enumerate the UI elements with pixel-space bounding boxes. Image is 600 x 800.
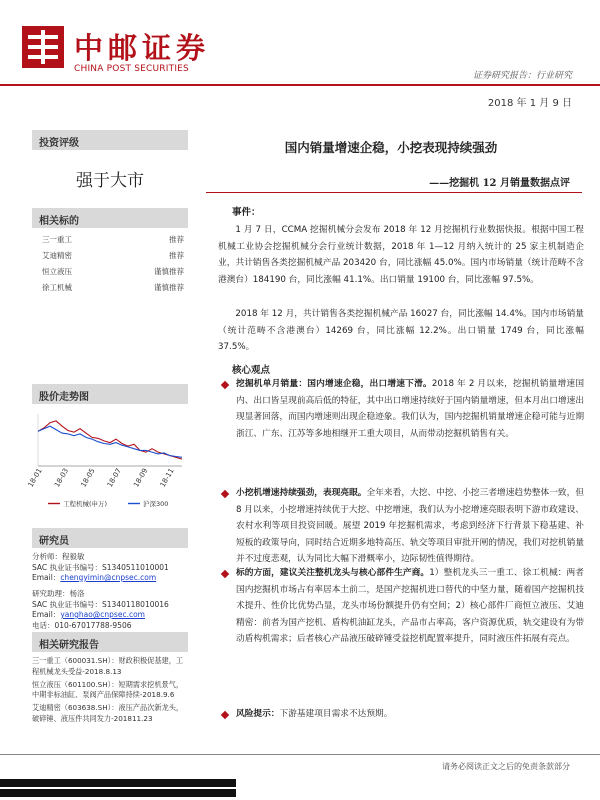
analyst-header: 研究员 — [32, 528, 188, 548]
email-label: Email： — [32, 573, 61, 582]
bullet-text: 2018 年 2 月以来，挖掘机销量增速国内、出口皆呈现前高后低的特征，其中出口增速持续好于国内销量增速，但本月出口增速出现显著回落，而国内增速则出现企稳迹象。我们认为，国内挖掘机销量增速企稳可能与近期浙江、广东、江苏等多地相继开工重大项目，从而带动挖掘机销售有关。 — [236, 379, 585, 439]
legend-label: 工程机械(申万) — [63, 500, 108, 508]
redaction-bar — [0, 789, 236, 797]
stock-name: 恒立液压 — [42, 267, 72, 276]
bullet-lead: 挖掘机单月销量：国内增速企稳，出口增速下滑。 — [236, 379, 432, 389]
analyst-email-line — [32, 573, 188, 584]
rating-header: 投资评级 — [32, 130, 188, 150]
bullet-lead: 标的方面，建议关注整机龙头与核心部件生产商。 — [236, 568, 430, 578]
bullet-lead: 风险提示： — [236, 709, 280, 719]
bullet-diamond-icon — [221, 570, 229, 578]
legend-label: 沪深300 — [143, 500, 169, 508]
stock-row — [32, 232, 188, 247]
x-tick-label: 18-05 — [79, 467, 97, 489]
stock-row — [32, 248, 188, 263]
email-label: Email： — [32, 610, 61, 619]
rating-value: 强于大市 — [76, 171, 144, 191]
assistant-name: 研究助理：杨洛 — [32, 589, 85, 598]
assistant-phone: 电话：010-67017788-9506 — [32, 620, 132, 630]
stock-rating: 谨慎推荐 — [154, 267, 184, 276]
x-tick-label: 18-07 — [105, 467, 123, 489]
related-item[interactable]: 艾迪精密（603638.SH）：液压产品次新龙头，破碎锤、液压件共同发力-201811.23 — [32, 703, 184, 723]
price-chart — [26, 406, 188, 512]
bullet-text: 1）整机龙头三一重工、徐工机械：两者国内挖掘机市场占有率居本土前二，是国产挖掘机进口替代的中坚力量，随着国产挖掘机技术提升、性价比优势凸显，龙头市场份额提升仍有空间；2）核心部件厂商恒立液压、艾迪精密：前者为国产挖机、盾构机油缸龙头，产品市占率高，客户资源优质，轨交建设有为带动盾构机需求；后者核心产品液压破碎锤受益挖机配置率提升，同时液压件拓展有亮点。 — [236, 568, 584, 644]
header-divider — [0, 84, 600, 86]
related-list — [32, 656, 188, 725]
stock-name: 艾迪精密 — [42, 251, 72, 260]
related-header: 相关研究报告 — [32, 632, 188, 652]
bullet-4 — [236, 706, 584, 723]
stocks-header: 相关标的 — [32, 208, 188, 228]
related-item[interactable]: 三一重工（600031.SH）：财政积极促基建，工程机械龙头受益-2018.8.13 — [32, 656, 184, 676]
event-label: 事件： — [232, 207, 261, 218]
x-tick-label: 18-03 — [53, 467, 71, 489]
stock-rating: 推荐 — [169, 251, 184, 260]
stock-rating: 谨慎推荐 — [154, 283, 184, 292]
analyst-block-1 — [32, 552, 188, 584]
related-item[interactable]: 恒立液压（601100.SH）：短期需求挖机景气，中期非标油缸、泵阀产品保障持续-2018.9.6 — [32, 679, 184, 700]
analyst-block-2 — [32, 589, 188, 631]
bullet-lead: 小挖机增速持续强劲，表现亮眼。 — [236, 488, 367, 498]
analyst-email-link[interactable]: chengyimin@cnpsec.com — [60, 573, 157, 582]
title-divider — [206, 192, 582, 193]
bullet-diamond-icon — [221, 711, 229, 719]
footer-disclaimer: 请务必阅读正文之后的免责条款部分 — [442, 762, 570, 771]
assistant-email-line — [32, 610, 188, 621]
brand-name-en: CHINA POST SECURITIES — [74, 64, 189, 74]
x-tick-label: 18-09 — [132, 467, 150, 489]
analyst-name: 分析师：程毅敏 — [32, 552, 85, 561]
core-label: 核心观点 — [232, 365, 271, 376]
bullet-text: 下游基建项目需求不达预期。 — [279, 709, 393, 719]
assistant-email-link[interactable]: yanghao@cnpsec.com — [60, 610, 145, 619]
chart-header: 股价走势图 — [32, 384, 188, 404]
report-date: 2018 年 1 月 9 日 — [487, 98, 572, 109]
event-paragraph-1: 1 月 7 日，CCMA 挖掘机械分会发布 2018 年 12 月挖掘机行业数据快报。根据中国工程机械工业协会挖掘机械分会行业统计数据，2018 年 1—12 月纳入统计的 25 家主机制造企业，共计销售各类挖掘机械产品 203420 台，同比涨幅 45.0%。国内市场销量（统计范畴不含港澳台）184190 台，同比涨幅 41.1%。出口销量 19100 台，同比涨幅 97.5%。 — [218, 225, 584, 285]
assistant-cert: SAC 执业证书编号：S1340118010016 — [32, 599, 169, 609]
stock-rating: 推荐 — [169, 235, 184, 244]
bullet-diamond-icon — [221, 381, 229, 389]
x-tick-label: 18-11 — [158, 467, 176, 489]
report-subtitle: ——挖掘机 12 月销量数据点评 — [429, 178, 570, 189]
report-type: 证券研究报告：行业研究 — [472, 71, 572, 81]
bullet-3 — [236, 565, 584, 648]
bullet-diamond-icon — [221, 490, 229, 498]
brand-name-cn: 中邮证券 — [74, 31, 211, 65]
bullet-1 — [236, 376, 584, 442]
stock-name: 三一重工 — [42, 235, 72, 244]
stock-row — [32, 280, 188, 295]
stock-row — [32, 264, 188, 279]
stock-name: 徐工机械 — [42, 283, 72, 292]
redaction-bar — [0, 779, 236, 787]
bullet-2 — [236, 485, 584, 568]
analyst-cert: SAC 执业证书编号：S1340511010001 — [32, 562, 169, 572]
report-title: 国内销量增速企稳，小挖表现持续强劲 — [284, 140, 498, 155]
footer-divider — [0, 754, 600, 755]
china-post-logo-icon — [20, 24, 66, 70]
event-paragraph-2: 2018 年 12 月，共计销售各类挖掘机械产品 16027 台，同比涨幅 14.4%。国内市场销量（统计范畴不含港澳台）14269 台，同比涨幅 12.2%。出口销量 1749 台，同比涨幅 37.5%。 — [218, 309, 584, 353]
bullet-text: 全年来看，大挖、中挖、小挖三者增速趋势整体一致，但 8 月以来，小挖增速持续优于大挖、中挖增速，我们认为小挖增速亮眼表明下游市政建设、农村水利等项目投资回暖。展望 2019 年挖掘机需求，考虑到经济下行背景下稳基建、补短板的政策导向，同时结合近期多地特高压、轨交等项目审批开闸的情况，我们对挖机销量并不过度悲观，认为同比大幅下滑概率小，边际韧性值得期待。 — [236, 488, 585, 564]
stocks-list — [32, 232, 188, 296]
x-tick-label: 18-01 — [26, 467, 44, 489]
